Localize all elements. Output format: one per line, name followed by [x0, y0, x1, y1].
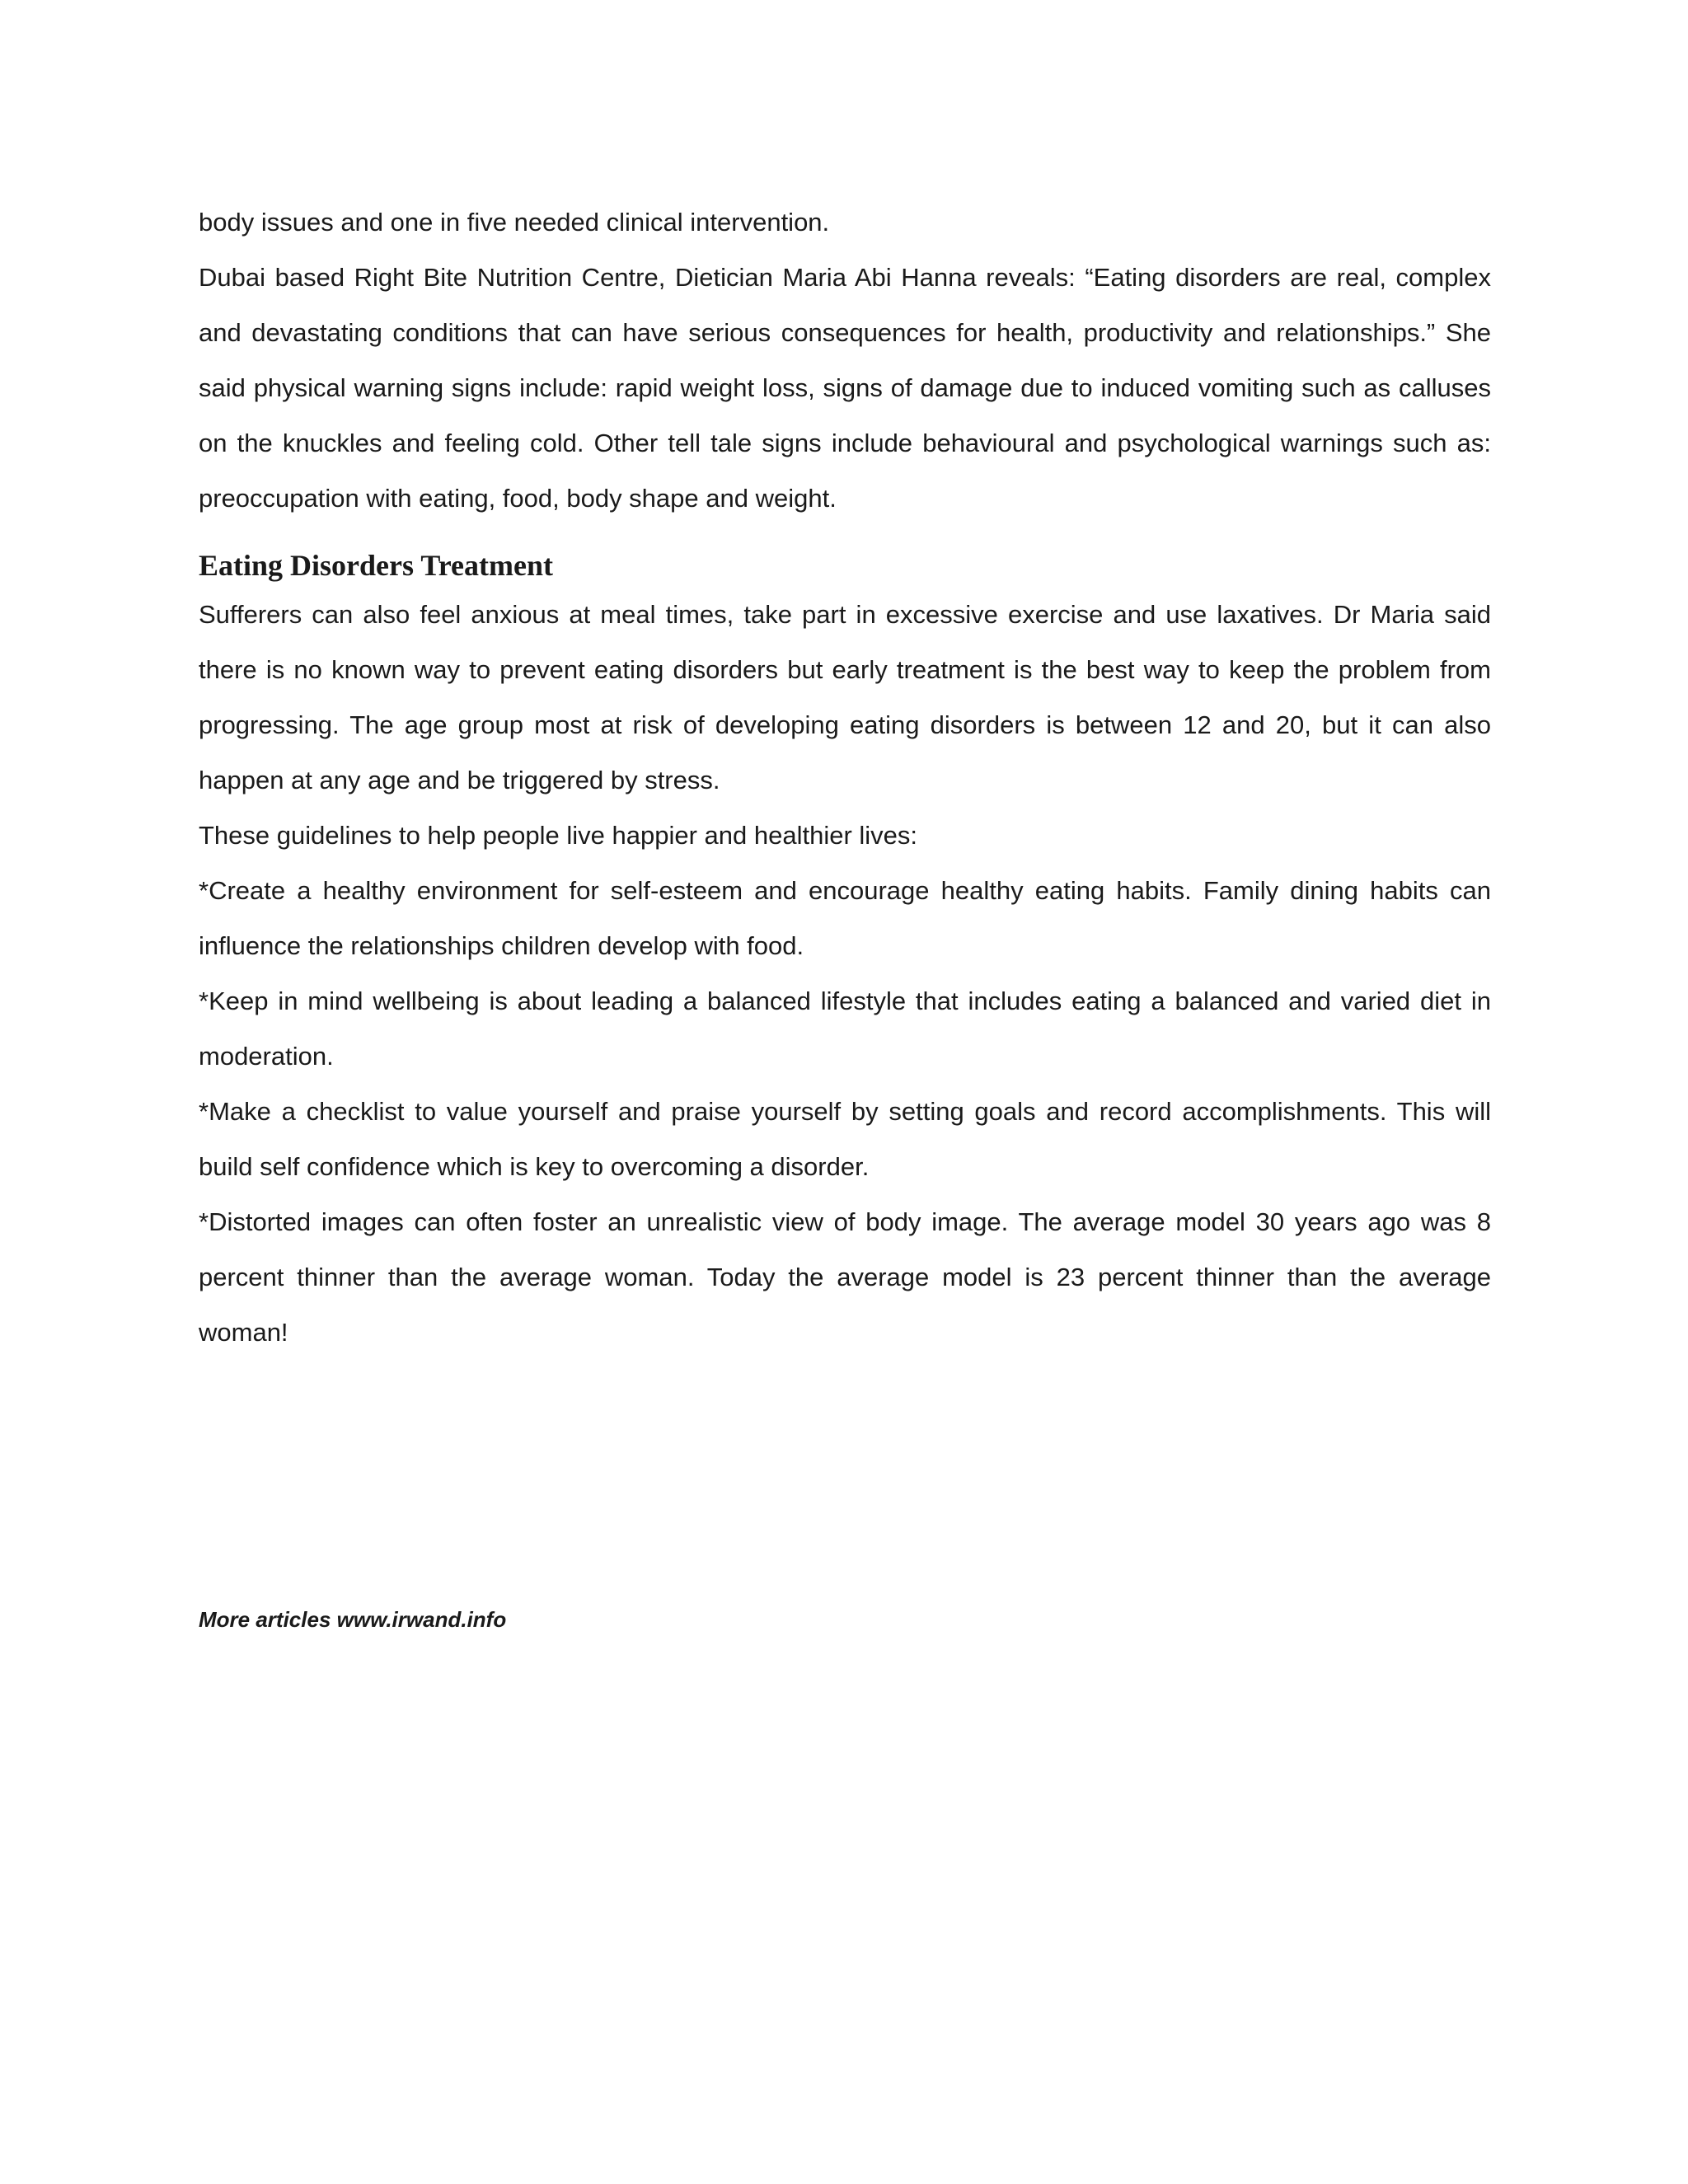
paragraph-intro-2: Dubai based Right Bite Nutrition Centre, Dietician Maria Abi Hanna reveals: “Eating disorders are real, complex and devastating conditions that can have serious consequences for health, productivity and relationships.” She said physical warning signs include: rapid weight loss, signs of damage due to induced vomiting such as calluses on the knuckles and feeling cold. Other tell tale signs include behavioural and psychological warnings such as: preoccupation with eating, food, body shape and weight. — [199, 263, 1491, 513]
guideline-item-4: *Distorted images can often foster an unrealistic view of body image. The average model 30 years ago was 8 percent thinner than the average woman. Today the average model is 23 percent thinner than the average woman! — [199, 1207, 1491, 1347]
paragraph-guidelines-intro: These guidelines to help people live happier and healthier lives: — [199, 821, 918, 850]
footer-link[interactable]: More articles www.irwand.info — [199, 1607, 507, 1632]
guideline-item-1: *Create a healthy environment for self-esteem and encourage healthy eating habits. Family dining habits can influence the relationships children develop with food. — [199, 876, 1491, 960]
guideline-item-2: *Keep in mind wellbeing is about leading a balanced lifestyle that includes eating a balanced and varied diet in moderation. — [199, 987, 1491, 1071]
paragraph-intro-1: body issues and one in five needed clinical intervention. — [199, 208, 830, 237]
paragraph-treatment-1: Sufferers can also feel anxious at meal times, take part in excessive exercise and use laxatives. Dr Maria said there is no known way to prevent eating disorders but early treatment is the best way to keep the problem from progressing. The age group most at risk of developing eating disorders is between 12 and 20, but it can also happen at any age and be triggered by stress. — [199, 600, 1491, 794]
guideline-item-3: *Make a checklist to value yourself and praise yourself by setting goals and record accomplishments. This will build self confidence which is key to overcoming a disorder. — [199, 1097, 1491, 1181]
section-heading: Eating Disorders Treatment — [199, 549, 553, 582]
article-body — [199, 194, 1491, 1360]
